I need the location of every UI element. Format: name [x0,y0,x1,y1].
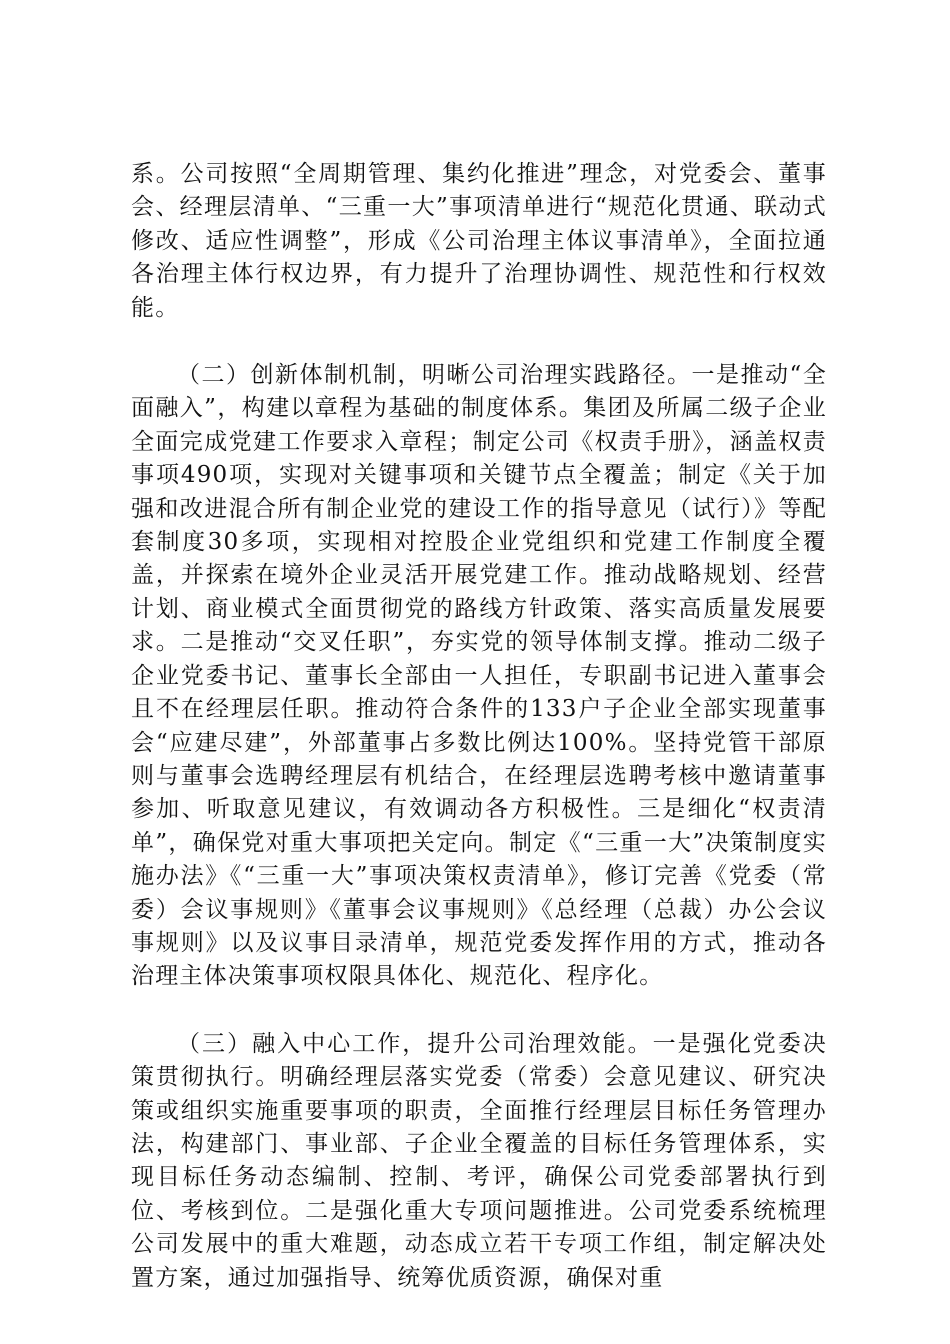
paragraph-continuation: 系。公司按照“全周期管理、集约化推进”理念，对党委会、董事会、经理层清单、“三重一大”事项清单进行“规范化贯通、联动式修改、适应性调整”，形成《公司治理主体议事清单》，全面拉通各治理主体行权边界，有力提升了治理协调性、规范性和行权效能。 [131,161,827,321]
paragraph-section-three: （三）融入中心工作，提升公司治理效能。一是强化党委决策贯彻执行。明确经理层落实党委（常委）会意见建议、研究决策或组织实施重要事项的职责，全面推行经理层目标任务管理办法，构建部门、事业部、子企业全覆盖的目标任务管理体系，实现目标任务动态编制、控制、考评，确保公司党委部署执行到位、考核到位。二是强化重大专项问题推进。公司党委系统梳理公司发展中的重大难题，动态成立若干专项工作组，制定解决处置方案，通过加强指导、统筹优质资源，确保对重 [131,1030,827,1291]
paragraph-section-two: （二）创新体制机制，明晰公司治理实践路径。一是推动“全面融入”，构建以章程为基础的制度体系。集团及所属二级子企业全面完成党建工作要求入章程；制定公司《权责手册》，涵盖权责事项490项，实现对关键事项和关键节点全覆盖；制定《关于加强和改进混合所有制企业党的建设工作的指导意见（试行）》等配套制度30多项，实现相对控股企业党组织和党建工作制度全覆盖，并探索在境外企业灵活开展党建工作。推动战略规划、经营计划、商业模式全面贯彻党的路线方针政策、落实高质量发展要求。二是推动“交叉任职”，夯实党的领导体制支撑。推动二级子企业党委书记、董事长全部由一人担任，专职副书记进入董事会且不在经理层任职。推动符合条件的133户子企业全部实现董事会“应建尽建”，外部董事占多数比例达100%。坚持党管干部原则与董事会选聘经理层有机结合，在经理层选聘考核中邀请董事参加、听取意见建议，有效调动各方积极性。三是细化“权责清单”，确保党对重大事项把关定向。制定《“三重一大”决策制度实施办法》《“三重一大”事项决策权责清单》，修订完善《党委（常委）会议事规则》《董事会议事规则》《总经理（总裁）办公会议事规则》以及议事目录清单，规范党委发挥作用的方式，推动各治理主体决策事项权限具体化、规范化、程序化。 [131,362,827,990]
document-body [131,158,827,1295]
